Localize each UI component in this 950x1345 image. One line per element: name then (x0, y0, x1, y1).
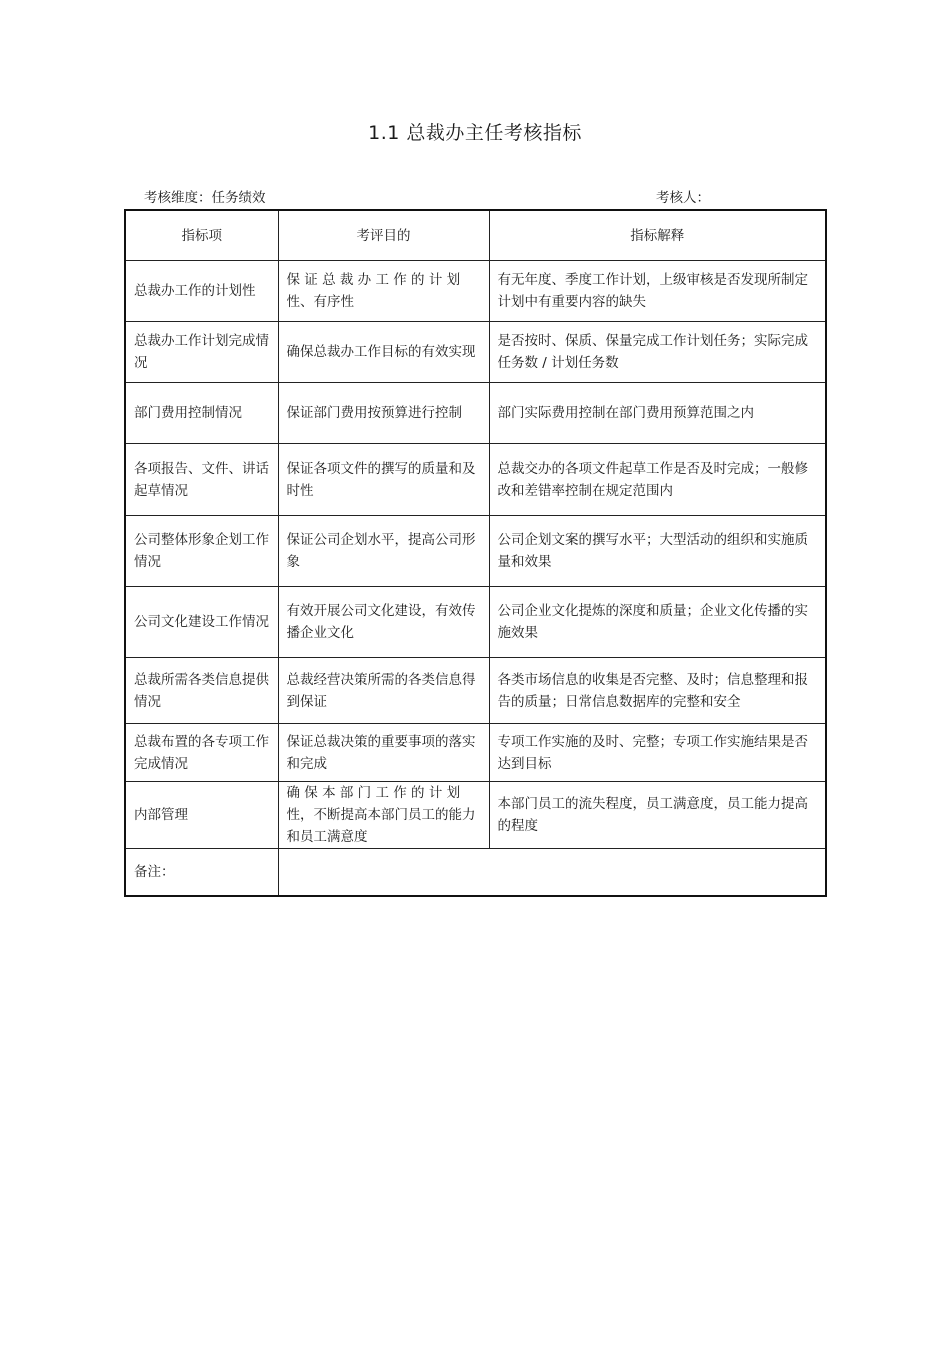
table-row (125, 782, 826, 849)
table-row (125, 322, 826, 383)
remarks-label: 备注： (125, 849, 278, 897)
row-purpose: 保证总裁决策的重要事项的落实和完成 (278, 724, 489, 782)
row-item: 总裁办工作计划完成情况 (125, 322, 278, 383)
row-purpose: 总裁经营决策所需的各类信息得到保证 (278, 658, 489, 724)
table-row (125, 383, 826, 444)
table-row (125, 587, 826, 658)
row-item: 总裁布置的各专项工作完成情况 (125, 724, 278, 782)
row-item: 公司文化建设工作情况 (125, 587, 278, 658)
header-purpose: 考评目的 (278, 210, 489, 261)
row-explanation: 公司企业文化提炼的深度和质量；企业文化传播的实施效果 (489, 587, 826, 658)
row-explanation: 公司企划文案的撰写水平；大型活动的组织和实施质量和效果 (489, 516, 826, 587)
table-row (125, 516, 826, 587)
table-header-row (125, 210, 826, 261)
row-purpose: 保证各项文件的撰写的质量和及时性 (278, 444, 489, 516)
assessor-label: 考核人： (656, 190, 710, 206)
row-item: 公司整体形象企划工作情况 (125, 516, 278, 587)
row-item: 总裁所需各类信息提供情况 (125, 658, 278, 724)
row-item: 总裁办工作的计划性 (125, 261, 278, 322)
header-item: 指标项 (125, 210, 278, 261)
remarks-value (278, 849, 826, 897)
kpi-table (124, 209, 827, 897)
row-purpose: 保证公司企划水平，提高公司形象 (278, 516, 489, 587)
table-row (125, 444, 826, 516)
row-explanation: 有无年度、季度工作计划，上级审核是否发现所制定计划中有重要内容的缺失 (489, 261, 826, 322)
row-explanation: 专项工作实施的及时、完整；专项工作实施结果是否达到目标 (489, 724, 826, 782)
row-explanation: 总裁交办的各项文件起草工作是否及时完成；一般修改和差错率控制在规定范围内 (489, 444, 826, 516)
row-explanation: 是否按时、保质、保量完成工作计划任务；实际完成任务数 / 计划任务数 (489, 322, 826, 383)
table-row (125, 724, 826, 782)
row-item: 各项报告、文件、讲话起草情况 (125, 444, 278, 516)
row-explanation: 各类市场信息的收集是否完整、及时；信息整理和报告的质量；日常信息数据库的完整和安全 (489, 658, 826, 724)
row-purpose: 确 保 本 部 门 工 作 的 计 划性，不断提高本部门员工的能力和员工满意度 (278, 782, 489, 849)
row-explanation: 部门实际费用控制在部门费用预算范围之内 (489, 383, 826, 444)
row-purpose: 保 证 总 裁 办 工 作 的 计 划性、有序性 (278, 261, 489, 322)
remarks-row (125, 849, 826, 897)
row-item: 内部管理 (125, 782, 278, 849)
table-row (125, 261, 826, 322)
assessment-dimension: 考核维度：任务绩效 (144, 190, 266, 206)
row-purpose: 确保总裁办工作目标的有效实现 (278, 322, 489, 383)
table-row (125, 658, 826, 724)
row-purpose: 保证部门费用按预算进行控制 (278, 383, 489, 444)
row-purpose: 有效开展公司文化建设，有效传播企业文化 (278, 587, 489, 658)
row-item: 部门费用控制情况 (125, 383, 278, 444)
page-title: 1.1 总裁办主任考核指标 (368, 122, 582, 144)
row-explanation: 本部门员工的流失程度，员工满意度，员工能力提高的程度 (489, 782, 826, 849)
header-explanation: 指标解释 (489, 210, 826, 261)
